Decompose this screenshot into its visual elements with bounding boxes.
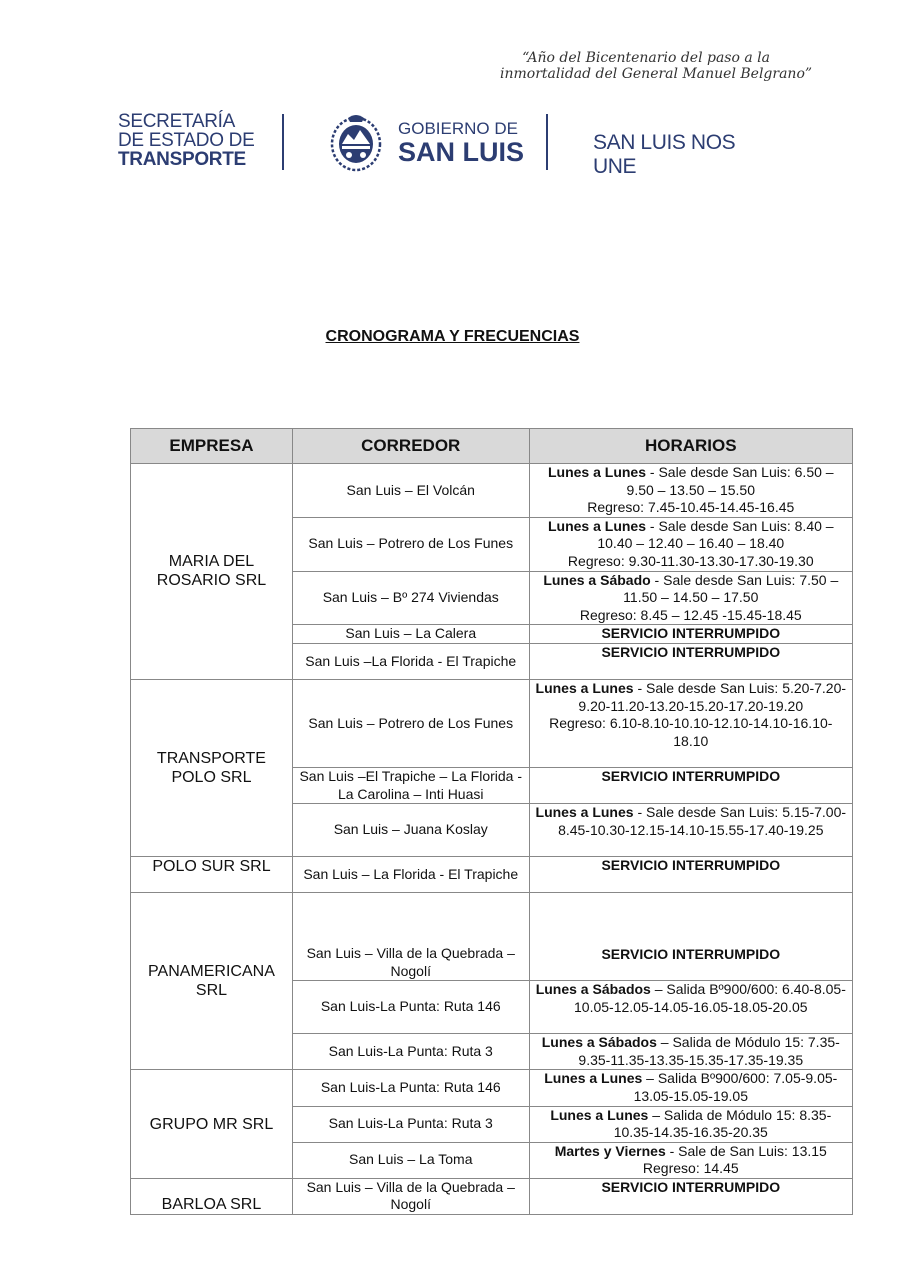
empresa-cell: BARLOA SRL [131,1178,293,1214]
horario-detalle: – Salida de Módulo 15: 8.35-10.35-14.35-16.35-20.35 [613,1106,832,1141]
horario-detalle: - Sale desde San Luis: 6.50 – 9.50 – 13.50 – 15.50 [626,464,834,498]
horarios-cell [529,1142,852,1178]
corredor-cell: San Luis –La Florida - El Trapiche [292,643,529,679]
horarios-cell [529,1070,852,1106]
horarios-cell [529,981,852,1034]
corredor-cell: San Luis – La Calera [292,625,529,644]
table-row [131,1070,853,1106]
servicio-interrumpido-cell: SERVICIO INTERRUMPIDO [529,893,852,981]
header-corredor: CORREDOR [292,429,529,464]
horario-dias: Lunes a Lunes [547,517,646,534]
empresa-cell: PANAMERICANA SRL [131,893,293,1070]
horarios-cell [529,571,852,625]
horario-detalle: - Sale desde San Luis: 5.20-7.20-9.20-11.20-13.20-15.20-17.20-19.20 [578,679,847,714]
corredor-cell: San Luis – Potrero de Los Funes [292,679,529,767]
horario-regreso: Regreso: 14.45 [642,1160,739,1177]
header-horarios: HORARIOS [529,429,852,464]
corredor-cell: San Luis – Villa de la Quebrada –Nogolí [292,1178,529,1214]
corredor-cell: San Luis – Potrero de Los Funes [292,517,529,571]
corredor-cell: San Luis-La Punta: Ruta 146 [292,981,529,1034]
horario-regreso: Regreso: 6.10-8.10-10.10-12.10-14.10-16.10-18.10 [549,715,833,749]
horario-dias: Lunes a Sábados [535,981,651,998]
horarios-cell [529,517,852,571]
table-row [131,893,853,981]
letterhead-logos [118,108,768,178]
servicio-interrumpido-cell: SERVICIO INTERRUMPIDO [529,643,852,679]
corredor-cell: San Luis – La Toma [292,1142,529,1178]
motto-line-2: inmortalidad del General Manuel Belgrano” [500,66,813,82]
horarios-cell [529,1106,852,1142]
horarios-cell [529,1034,852,1070]
corredor-cell: San Luis – Bº 274 Viviendas [292,571,529,625]
empresa-cell: GRUPO MR SRL [131,1070,293,1179]
corredor-cell: San Luis-La Punta: Ruta 3 [292,1034,529,1070]
horarios-cell [529,679,852,767]
horarios-cell [529,464,852,518]
table-row [131,857,853,893]
corredor-cell: San Luis –El Trapiche – La Florida - La Carolina – Inti Huasi [292,767,529,803]
horario-dias: Lunes a Lunes [550,1106,649,1123]
horario-dias: Lunes a Sábados [541,1034,657,1051]
header-empresa: EMPRESA [131,429,293,464]
servicio-interrumpido-cell: SERVICIO INTERRUMPIDO [529,767,852,803]
horario-detalle: – Salida Bº900/600: 7.05-9.05-13.05-15.05-19.05 [633,1070,838,1104]
horario-dias: Lunes a Lunes [535,679,634,696]
corredor-cell: San Luis – El Volcán [292,464,529,518]
empresa-cell: MARIA DEL ROSARIO SRL [131,464,293,680]
horario-detalle: – Salida de Módulo 15: 7.35-9.35-11.35-13.35-15.35-17.35-19.35 [578,1034,840,1068]
table-row [131,1178,853,1214]
horario-dias: Lunes a Lunes [544,1070,643,1087]
schedule-table [130,428,853,1215]
servicio-interrumpido-cell: SERVICIO INTERRUMPIDO [529,857,852,893]
motto-line-1: “Año del Bicentenario del paso a la [522,50,770,66]
table-row [131,679,853,767]
horario-detalle: - Sale de San Luis: 13.15 [665,1142,827,1159]
commemorative-motto [500,50,813,82]
servicio-interrumpido-cell: SERVICIO INTERRUMPIDO [529,625,852,644]
table-header-row [131,429,853,464]
slogan: SAN LUIS NOS UNE [593,131,736,178]
horario-dias: Lunes a Lunes [535,804,634,821]
horario-regreso: Regreso: 8.45 – 12.45 -15.45-18.45 [579,606,802,623]
horario-regreso: Regreso: 7.45-10.45-14.45-16.45 [587,499,795,516]
horario-dias: Martes y Viernes [554,1142,666,1159]
gobierno-line-1: GOBIERNO DE [398,119,518,138]
horario-dias: Lunes a Lunes [547,464,646,480]
logo-divider-1 [282,114,284,170]
table-row [131,464,853,518]
corredor-cell: San Luis – Juana Koslay [292,804,529,857]
horarios-cell [529,804,852,857]
corredor-cell: San Luis – Villa de la Quebrada –Nogolí [292,893,529,981]
san-luis-coat-of-arms-icon [326,110,386,174]
document-title: CRONOGRAMA Y FRECUENCIAS [325,328,580,345]
corredor-cell: San Luis-La Punta: Ruta 3 [292,1106,529,1142]
secretaria-transporte-logo [118,112,254,169]
horario-detalle: - Sale desde San Luis: 8.40 – 10.40 – 12.40 – 16.40 – 18.40 [597,517,834,552]
empresa-cell: TRANSPORTE POLO SRL [131,679,293,856]
servicio-interrumpido-cell: SERVICIO INTERRUMPIDO [529,1178,852,1214]
logo-divider-2 [546,114,548,170]
secretaria-line-2: DE ESTADO DE [118,130,255,151]
horario-detalle: - Sale desde San Luis: 7.50 – 11.50 – 14.50 – 17.50 [623,571,839,606]
horario-detalle: – Salida Bº900/600: 6.40-8.05-10.05-12.05-14.05-16.05-18.05-20.05 [574,981,846,1015]
horario-regreso: Regreso: 9.30-11.30-13.30-17.30-19.30 [567,552,814,569]
secretaria-line-3: TRANSPORTE [118,149,246,170]
gobierno-san-luis-logo [398,120,524,166]
empresa-cell: POLO SUR SRL [131,857,293,893]
secretaria-line-1: SECRETARÍA [118,111,236,132]
gobierno-line-2: SAN LUIS [398,137,525,167]
corredor-cell: San Luis-La Punta: Ruta 146 [292,1070,529,1106]
corredor-cell: San Luis – La Florida - El Trapiche [292,857,529,893]
horario-detalle: - Sale desde San Luis: 5.15-7.00-8.45-10.30-12.15-14.10-15.55-17.40-19.25 [558,804,847,838]
horario-dias: Lunes a Sábado [543,571,651,588]
